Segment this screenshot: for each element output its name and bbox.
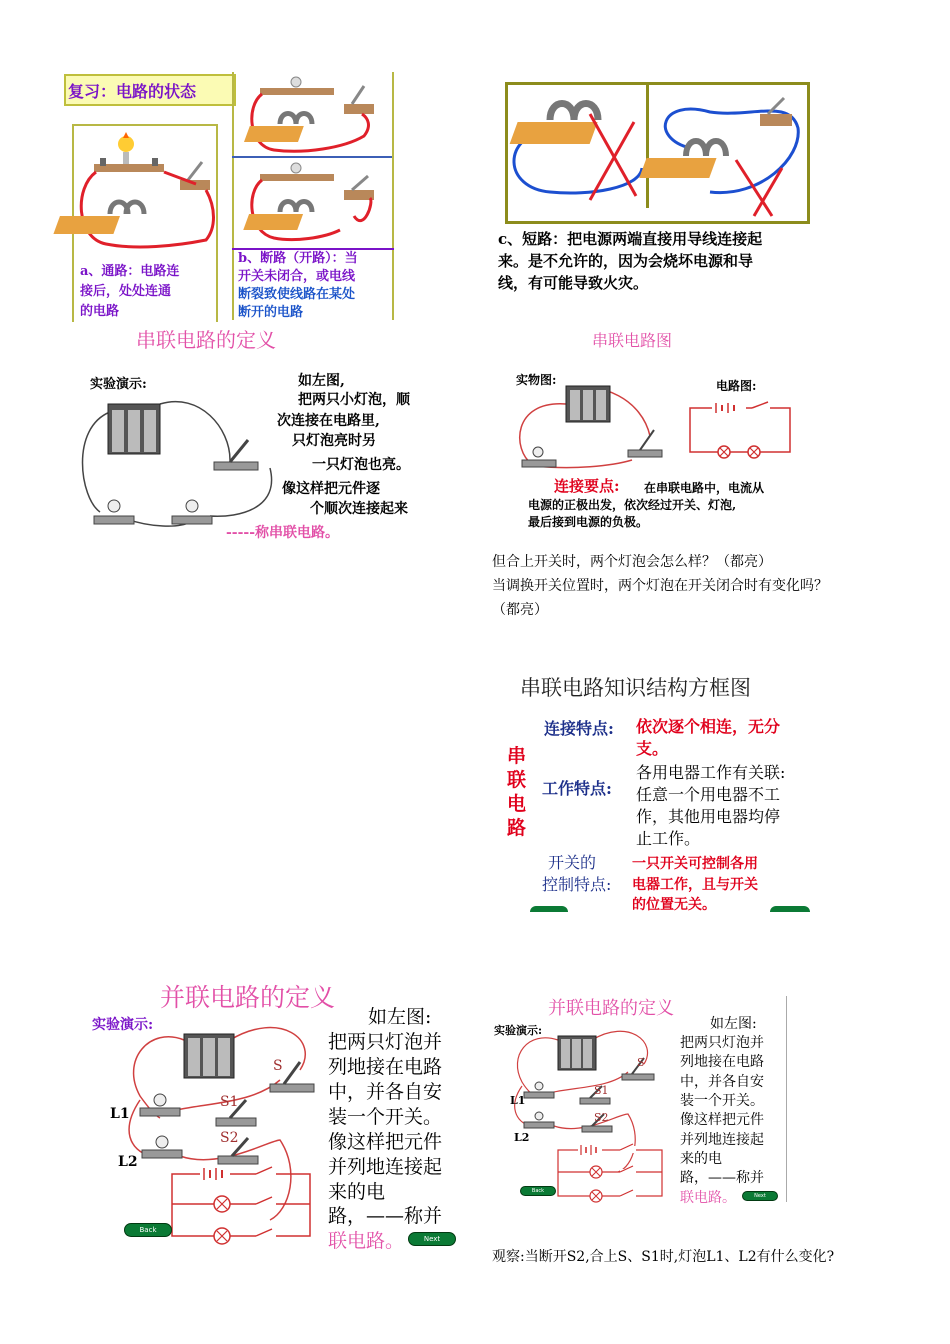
circuit-a-illustration <box>76 128 216 248</box>
observe-question: 观察:当断开S2,合上S、S1时,灯泡L1、L2有什么变化? <box>492 1249 835 1265</box>
label-l2: L2 <box>118 1154 138 1170</box>
next-button[interactable]: Next <box>408 1232 456 1246</box>
small-next-button[interactable]: Next <box>742 1191 778 1201</box>
parallel-small-title: 并联电路的定义 <box>548 998 674 1019</box>
parallel-def-title: 并联电路的定义 <box>160 983 336 1012</box>
divider-horizontal <box>232 156 394 158</box>
circuit-b-text: b、断路（开路）：当 开关未闭合，或电线 断裂致使线路在某处 断开的电路 <box>238 251 358 320</box>
small-label-s: S <box>637 1056 645 1069</box>
parallel-demo-label: 实验演示: <box>92 1017 154 1033</box>
review-title: 复习：电路的状态 <box>68 82 197 101</box>
schematic-label: 电路图: <box>716 379 757 393</box>
label-s: S <box>273 1058 283 1074</box>
parallel-small-demo: 实验演示: <box>494 1024 543 1037</box>
label-s1: S1 <box>220 1094 239 1110</box>
short-circuit-right-illustration <box>650 88 810 218</box>
circuit-b2-illustration <box>244 162 394 248</box>
series-physical-illustration <box>512 380 662 470</box>
parallel-small-border <box>786 996 787 1202</box>
small-label-l1: L1 <box>510 1094 526 1107</box>
small-label-l2: L2 <box>514 1131 530 1144</box>
series-schematic <box>688 402 798 462</box>
circuit-a-text: a、通路：电路连 接后，处处连通 的电路 <box>80 264 180 319</box>
series-def-title: 串联电路的定义 <box>136 328 276 352</box>
parallel-schematic <box>170 1164 320 1244</box>
small-label-s2: S2 <box>594 1111 609 1124</box>
structure-side: 串 联 电 路 <box>507 745 527 839</box>
label-s2: S2 <box>220 1130 239 1146</box>
series-demo-label: 实验演示: <box>90 377 147 392</box>
divider-vertical <box>232 72 234 320</box>
short-circuit-left-illustration <box>510 88 650 208</box>
series-circuit-illustration <box>80 388 280 538</box>
questions: 但合上开关时，两个灯泡会怎么样？（都亮） 当调换开关位置时，两个灯泡在开关闭合时有变化吗？ （都亮） <box>492 554 828 618</box>
short-circuit-text: c、短路：把电源两端直接用导线连接起 来。是不允许的，因为会烧坏电源和导 线，有可能导致火灾。 <box>498 230 763 292</box>
parallel-small-schematic <box>556 1142 668 1202</box>
small-back-button[interactable]: Back <box>520 1186 556 1196</box>
structure-title: 串联电路知识结构方框图 <box>520 676 751 700</box>
back-button[interactable]: Back <box>124 1223 172 1237</box>
label-l1: L1 <box>110 1106 130 1122</box>
structure-bottom-right-tab <box>770 906 810 912</box>
review-panel <box>62 72 396 320</box>
circuit-b1-illustration <box>244 76 394 156</box>
structure-bottom-left-tab <box>530 906 568 912</box>
series-diagram-title: 串联电路图 <box>592 331 673 350</box>
small-label-s1: S1 <box>594 1084 609 1097</box>
physical-label: 实物图: <box>516 373 557 387</box>
